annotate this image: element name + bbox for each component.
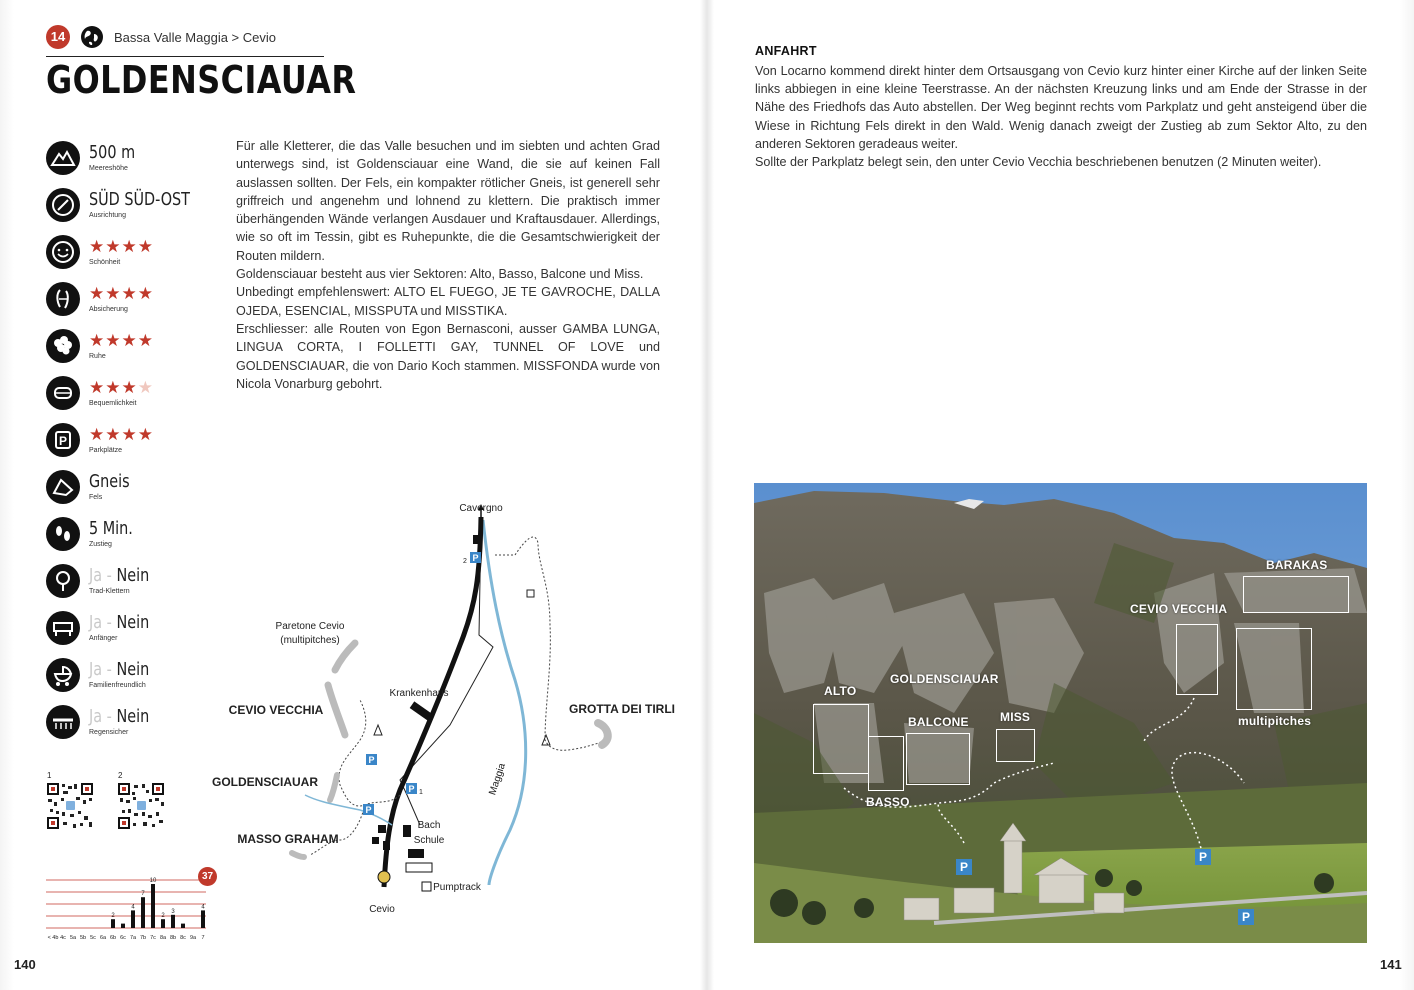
photo-label-multipitches: multipitches — [1238, 714, 1312, 728]
star-filled-icon: ★ — [89, 378, 106, 397]
histogram-count-label: 4 — [201, 904, 205, 911]
orientation-value: SÜD SÜD-OST — [89, 189, 190, 210]
photo-label-cevio-vecchia: CEVIO VECCHIA — [1130, 602, 1228, 616]
page-title: GOLDENSCIAUAR — [46, 58, 357, 102]
map-label-paretone: Paretone Cevio — [275, 621, 345, 632]
sector-box-barakas — [1243, 576, 1349, 613]
sector-box-cevio-vecchia — [1176, 624, 1218, 695]
nut-icon — [46, 564, 80, 598]
orientation-caption: Ausrichtung — [89, 212, 126, 219]
approach-paragraph-2: Sollte der Parkplatz belegt sein, den unter Cevio Vecchia beschriebenen benutzen (2 Minuten weiter). — [755, 155, 1322, 170]
stat-altitude — [46, 141, 226, 181]
armchair-icon — [46, 376, 80, 410]
star-filled-icon: ★ — [89, 237, 106, 256]
histogram-count-label: 3 — [171, 908, 175, 915]
stat-family — [46, 658, 226, 698]
star-filled-icon: ★ — [137, 331, 154, 350]
page-number-left: 140 — [14, 957, 36, 972]
histogram-grade-label: 7 — [201, 935, 205, 941]
histogram-grade-label: 4c — [60, 935, 66, 941]
histogram-grade-label: 8c — [180, 935, 186, 941]
approach-heading: ANFAHRT — [755, 44, 817, 58]
histogram-grade-label: 5c — [90, 935, 96, 941]
histogram-grade-label: 5b — [79, 935, 87, 941]
histogram-grade-label: 9a — [189, 935, 197, 941]
trad-caption: Trad-Klettern — [89, 588, 130, 595]
star-filled-icon: ★ — [137, 284, 154, 303]
crag-paretone — [335, 643, 355, 670]
crag-grotta — [598, 723, 608, 745]
histogram-bar — [111, 919, 115, 928]
approach-paragraph-1: Von Locarno kommend direkt hinter dem Ortsausgang von Cevio kurz hinter einer Kirche auf der linken Seite links abbiegen in eine kleine Teerstrasse. An der nächsten Kreuzung links und am Ende der Strasse in der Nähe des Friedhofs das Auto abstellen. Der Weg beginnt rechts vom Parkplatz und geht ansteigend über die Wiese in Richtung Fels direkt in den Wald. Wenig danach zweigt der Zustieg ab zum Sektor Alto, zu den anderen Sektoren geradeaus weiter. — [755, 64, 1367, 151]
family-caption: Familienfreundlich — [89, 682, 146, 689]
map-label-goldensciauar: GOLDENSCIAUAR — [211, 775, 319, 789]
map-parking-a: P — [368, 755, 375, 765]
description-paragraph-3: Unbedingt empfehlenswert: ALTO EL FUEGO, JE TE GAVROCHE, DALLA OJEDA, ESENCIAL, MISSPUTA und MISSTIKA. — [236, 285, 660, 318]
map-parking-2-number: 2 — [463, 558, 467, 565]
map-label-grotta: GROTTA DEI TIRLI — [569, 702, 675, 716]
path-west — [339, 700, 400, 806]
stat-beauty — [46, 235, 226, 275]
beginner-sep: - — [102, 612, 117, 633]
rock-icon — [46, 470, 80, 504]
bench-icon — [46, 611, 80, 645]
histogram-grade-label: 5a — [69, 935, 77, 941]
beginner-nein: Nein — [116, 612, 150, 633]
protection-caption: Absicherung — [89, 306, 128, 313]
map-label-cevio: Cevio — [369, 904, 395, 915]
map-label-multipitches: (multipitches) — [280, 635, 340, 646]
rain-nein: Nein — [116, 706, 150, 727]
stat-rain — [46, 705, 226, 745]
map-label-pumptrack: Pumptrack — [433, 882, 481, 893]
globe-icon — [80, 25, 104, 49]
mountain-icon — [46, 141, 80, 175]
stroller-icon — [46, 658, 80, 692]
beauty-stars — [89, 237, 154, 257]
rock-caption: Fels — [89, 494, 103, 501]
trad-nein: Nein — [116, 565, 150, 586]
book-gutter — [700, 0, 714, 990]
footprints-icon — [46, 517, 80, 551]
sector-box-miss — [996, 729, 1035, 762]
smiley-icon — [46, 235, 80, 269]
beginner-ja: Ja — [89, 612, 103, 633]
parking-stars — [89, 425, 154, 445]
crag-cevio-vecchia — [328, 685, 345, 735]
star-filled-icon: ★ — [105, 331, 122, 350]
histogram-grade-label: < 4b — [47, 935, 59, 941]
star-filled-icon: ★ — [121, 237, 138, 256]
histogram-bar — [181, 924, 185, 928]
photo-parking-2: P — [1195, 849, 1211, 865]
stat-rock — [46, 470, 226, 510]
star-empty-icon: ★ — [137, 378, 154, 397]
map-label-maggia: Maggia — [487, 761, 508, 797]
histogram-grade-label: 7a — [129, 935, 137, 941]
map-label-masso-graham: MASSO GRAHAM — [237, 832, 339, 846]
histogram-grade-label: 7c — [150, 935, 156, 941]
histogram-count-label: 10 — [149, 878, 157, 884]
qr-code-1[interactable] — [46, 782, 94, 830]
map-label-bach: Bach — [417, 820, 441, 831]
main-road — [384, 517, 481, 887]
histogram-grade-label: 7b — [139, 935, 147, 941]
svg-text:P: P — [58, 434, 68, 448]
map-label-schule: Schule — [413, 835, 445, 846]
comfort-caption: Bequemlichkeit — [89, 400, 137, 407]
approach-value: 5 Min. — [89, 518, 133, 539]
histogram-grade-label: 8b — [169, 935, 177, 941]
path-masso — [310, 805, 365, 855]
qr-code-2[interactable] — [117, 782, 165, 830]
photo-label-alto: ALTO — [824, 684, 857, 698]
photo-parking-3: P — [1238, 909, 1254, 925]
route-count-badge: 37 — [198, 867, 217, 886]
histogram-grade-label: 6b — [109, 935, 117, 941]
star-filled-icon: ★ — [137, 237, 154, 256]
crag-goldensciauar — [330, 775, 337, 800]
rain-sep: - — [102, 706, 117, 727]
family-sep: - — [102, 659, 117, 680]
page-number-right: 141 — [1380, 957, 1402, 972]
map-label-cevio-vecchia: CEVIO VECCHIA — [228, 703, 324, 717]
map-parking-1: P — [408, 784, 415, 794]
qr-label-2: 2 — [118, 771, 123, 780]
star-filled-icon: ★ — [105, 378, 122, 397]
compass-icon — [46, 188, 80, 222]
description-paragraph-4: Erschliesser: alle Routen von Egon Bernasconi, ausser GAMBA LUNGA, LINGUA CORTA, I FOLLETTI GAY, TUNNEL OF LOVE und GOLDENSCIAUAR, die von Dario Koch stammen. MISSFONDA wurde von Nicola Vonarburg gebohrt. — [236, 321, 660, 391]
stat-protection — [46, 282, 226, 322]
rain-ja: Ja — [89, 706, 103, 727]
stat-beginner — [46, 611, 226, 651]
map-label-krankenhaus: Krankenhaus — [389, 688, 449, 699]
parking-caption: Parkplätze — [89, 447, 123, 454]
grade-histogram — [46, 868, 216, 944]
photo-label-miss: MISS — [1000, 710, 1031, 724]
altitude-value: 500 m — [89, 142, 136, 163]
stat-comfort — [46, 376, 226, 416]
stat-approach — [46, 517, 226, 557]
quickdraw-icon — [46, 282, 80, 316]
rock-value: Gneis — [89, 471, 130, 492]
histogram-grade-label: 6c — [120, 935, 126, 941]
histogram-grade-label: 8a — [159, 935, 167, 941]
quiet-caption: Ruhe — [89, 353, 106, 360]
star-filled-icon: ★ — [105, 237, 122, 256]
histogram-count-label: 2 — [161, 913, 165, 920]
star-filled-icon: ★ — [121, 378, 138, 397]
histogram-grade-label: 6a — [99, 935, 107, 941]
comfort-stars — [89, 378, 154, 398]
approach-description — [755, 62, 1367, 171]
photo-parking-1: P — [956, 859, 972, 875]
map-parking-b: P — [365, 805, 372, 815]
quiet-stars — [89, 331, 154, 351]
stat-quiet — [46, 329, 226, 369]
star-filled-icon: ★ — [105, 425, 122, 444]
star-filled-icon: ★ — [89, 331, 106, 350]
histogram-bar — [161, 919, 165, 928]
star-filled-icon: ★ — [137, 425, 154, 444]
description-paragraph-1: Für alle Kletterer, die das Valle besuchen und im siebten und achten Grad unterwegs sind, ist Goldensciauar eine Wand, die sie auf keinen Fall auslassen sollten. Der Fels, ein kompakter rötlicher Gneis, ist generell sehr griffreich und angenehm und lohnend zu klettern. Die praktisch immer überhängenden Wände verlangen Ausdauer und Kraftausdauer. Allerdings, wie so oft im Tessin, gibt es Ruhepunkte, die die Gesamtschwierigkeit der Routen mildern. — [236, 139, 660, 263]
histogram-bar — [121, 924, 125, 928]
photo-label-barakas: BARAKAS — [1266, 558, 1328, 572]
altitude-caption: Meereshöhe — [89, 165, 128, 172]
stat-trad — [46, 564, 226, 604]
star-filled-icon: ★ — [121, 331, 138, 350]
histogram-bar — [131, 910, 135, 928]
rain-caption: Regensicher — [89, 729, 129, 736]
roof-icon — [46, 705, 80, 739]
family-ja: Ja — [89, 659, 103, 680]
sector-box-balcone — [906, 733, 970, 785]
photo-label-goldensciauar: GOLDENSCIAUAR — [890, 672, 999, 686]
histogram-count-label: 7 — [141, 891, 145, 898]
title-rule — [46, 56, 324, 57]
star-filled-icon: ★ — [105, 284, 122, 303]
beginner-caption: Anfänger — [89, 635, 118, 642]
stat-orientation — [46, 188, 226, 228]
crag-description — [236, 137, 660, 393]
star-filled-icon: ★ — [89, 425, 106, 444]
description-paragraph-2: Goldensciauar besteht aus vier Sektoren: Alto, Basso, Balcone und Miss. — [236, 267, 644, 282]
crag-photo — [754, 483, 1367, 943]
sector-box-basso — [868, 736, 904, 791]
photo-label-balcone: BALCONE — [908, 715, 969, 729]
histogram-count-label: 4 — [131, 904, 135, 911]
tree-icon — [46, 329, 80, 363]
breadcrumb: Bassa Valle Maggia > Cevio — [114, 30, 276, 45]
histogram-bar — [151, 884, 155, 928]
photo-label-basso: BASSO — [866, 795, 910, 809]
approach-map — [200, 495, 700, 920]
crag-number-badge: 14 — [46, 25, 70, 49]
parking-icon — [46, 423, 80, 457]
star-filled-icon: ★ — [89, 284, 106, 303]
trad-ja: Ja — [89, 565, 103, 586]
river-maggia — [483, 520, 526, 885]
family-nein: Nein — [116, 659, 150, 680]
qr-label-1: 1 — [47, 771, 52, 780]
histogram-bar — [171, 915, 175, 928]
star-filled-icon: ★ — [121, 425, 138, 444]
approach-caption: Zustieg — [89, 541, 112, 548]
histogram-count-label: 2 — [111, 913, 115, 920]
protection-stars — [89, 284, 154, 304]
map-parking-2: P — [472, 553, 479, 563]
map-parking-1-number: 1 — [419, 789, 423, 796]
map-label-cavergno: Cavergno — [459, 503, 503, 514]
star-filled-icon: ★ — [121, 284, 138, 303]
beauty-caption: Schönheit — [89, 259, 121, 266]
crag-masso-graham — [292, 853, 304, 857]
trad-sep: - — [102, 565, 117, 586]
sector-box-alto — [813, 704, 869, 774]
stat-parking — [46, 423, 226, 463]
path-east — [495, 537, 605, 750]
sector-box-multipitches — [1236, 628, 1312, 710]
histogram-bar — [141, 897, 145, 928]
